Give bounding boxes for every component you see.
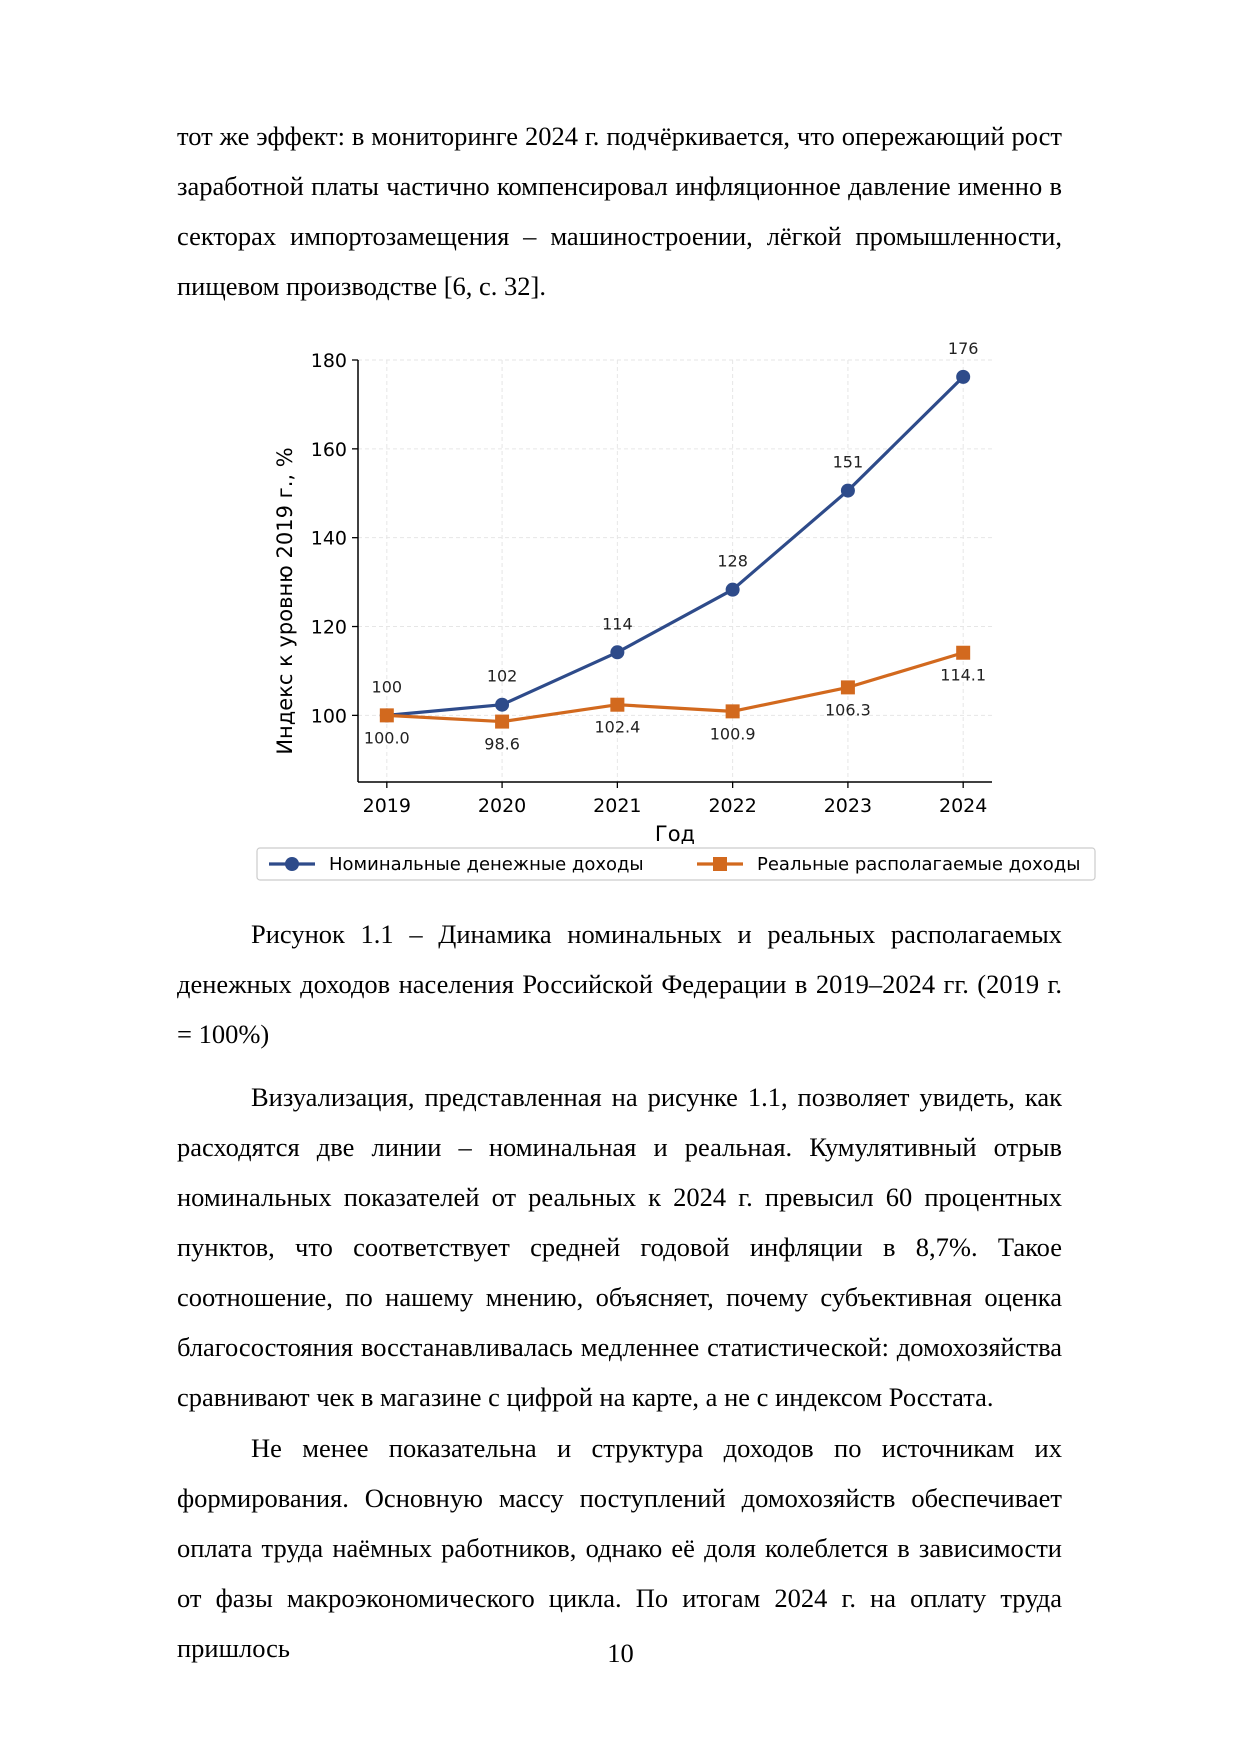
real-data-label: 102.4 bbox=[594, 717, 641, 737]
paragraph-visualization: Визуализация, представленная на рисунке 1.1, позволяет увидеть, как расходятся две линии – номинальная и реальная. Кумулятивный отрыв номинальных показателей от реальных к 2024 г. превысил 60 процентных пунктов, что соответствует средней годовой инфляции в 8,7%. Такое соотношение, по нашему мнению, объясняет, почему субъективная оценка благосостояния восстанавливалась медленнее статистической: домохозяйства сравнивают чек в магазине с цифрой на карте, а не с индексом Росстата. bbox=[177, 1082, 1062, 1412]
x-tick-label: 2020 bbox=[477, 795, 527, 817]
x-tick-label: 2024 bbox=[939, 795, 988, 817]
legend-label-nominal: Номинальные денежные доходы bbox=[329, 854, 644, 875]
nominal-data-label: 176 bbox=[947, 338, 979, 358]
nominal-data-label: 128 bbox=[717, 551, 748, 571]
x-axis-title: Год bbox=[654, 822, 696, 846]
real-income-point bbox=[841, 680, 855, 694]
real-data-label: 100.9 bbox=[709, 724, 756, 744]
legend-marker bbox=[713, 857, 727, 871]
real-data-label: 106.3 bbox=[825, 700, 871, 720]
nominal-data-label: 114 bbox=[602, 614, 633, 634]
page-number: 10 bbox=[607, 1638, 634, 1668]
real-data-label: 100.0 bbox=[363, 728, 410, 748]
y-tick-label: 100 bbox=[310, 705, 347, 728]
nominal-income-line bbox=[387, 377, 963, 715]
nominal-data-label: 100 bbox=[371, 677, 403, 697]
chart-series bbox=[364, 339, 986, 754]
nominal-data-label: 151 bbox=[832, 452, 864, 472]
x-tick-label: 2019 bbox=[362, 795, 411, 817]
real-data-label: 98.6 bbox=[484, 734, 520, 754]
x-tick-label: 2022 bbox=[708, 795, 757, 817]
paragraph-intro: тот же эффект: в мониторинге 2024 г. подчёркивается, что опережающий рост заработной платы частично компенсировал инфляционное давление именно в секторах импортозамещения – машиностроении, лёгкой промышленности, пищевом производстве [6, с. 32]. bbox=[177, 121, 1062, 301]
nominal-income-point bbox=[495, 698, 509, 712]
nominal-data-label: 102 bbox=[486, 666, 518, 686]
real-income-point bbox=[495, 715, 509, 729]
nominal-income-point bbox=[841, 484, 855, 498]
real-income-point bbox=[956, 646, 970, 660]
paragraph-structure: Не менее показательна и структура доходов по источникам их формирования. Основную массу поступлений домохозяйств обеспечивает оплата труда наёмных работников, однако её доля колеблется в зависимости от фазы макроэкономического цикла. По итогам 2024 г. на оплату труда пришлось bbox=[177, 1433, 1062, 1663]
nominal-income-point bbox=[956, 370, 970, 384]
legend-label-real: Реальные располагаемые доходы bbox=[757, 854, 1081, 875]
chart-axes bbox=[273, 350, 992, 846]
legend-marker bbox=[285, 857, 299, 871]
y-tick-label: 120 bbox=[310, 616, 347, 639]
y-tick-label: 180 bbox=[310, 350, 347, 372]
y-axis-title: Индекс к уровню 2019 г., % bbox=[273, 447, 297, 755]
real-income-point bbox=[610, 698, 624, 712]
real-income-line bbox=[387, 653, 963, 722]
figure-caption: Рисунок 1.1 – Динамика номинальных и реальных располагаемых денежных доходов населения Российской Федерации в 2019–2024 гг. (2019 г. = 100%) bbox=[177, 919, 1062, 1049]
chart-legend bbox=[257, 848, 1095, 880]
real-data-label: 114.1 bbox=[940, 665, 987, 685]
nominal-income-point bbox=[726, 583, 740, 597]
x-tick-label: 2021 bbox=[593, 795, 642, 817]
y-tick-label: 140 bbox=[310, 527, 347, 550]
y-tick-label: 160 bbox=[310, 438, 347, 461]
x-tick-label: 2023 bbox=[823, 795, 873, 817]
real-income-point bbox=[726, 704, 740, 718]
nominal-income-point bbox=[610, 645, 624, 659]
real-income-point bbox=[380, 708, 394, 722]
